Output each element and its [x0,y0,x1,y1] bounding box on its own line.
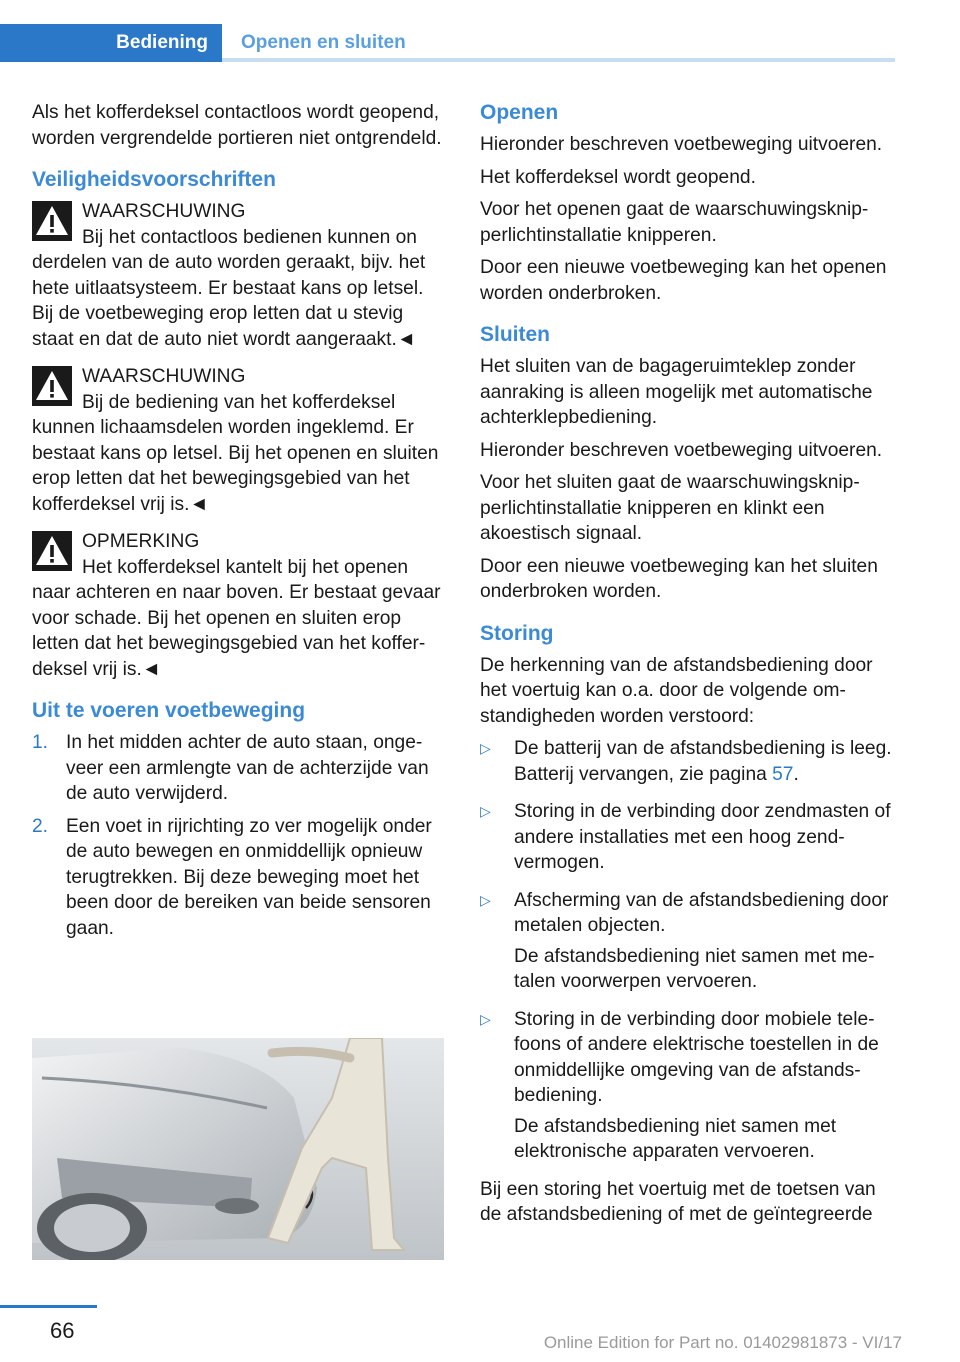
paragraph: De herkenning van de afstandsbediening door het voertuig kan o.a. door de volgende omstandigheden worden verstoord: [480,654,873,727]
heading-close: Sluiten [480,323,551,346]
warning-title: WAARSCHUWING [82,366,246,387]
paragraph: Voor het openen gaat de waarschuwingsknipperlichtinstallatie knipperen. [480,199,869,246]
heading-fault: Storing [480,621,554,645]
bullet-note: De afstandsbediening niet samen met metalen voorwerpen vervoeren. [514,945,875,992]
warning-text-cont: kunnen lichaamsdelen worden ingeklemd. Er bestaat kans op letsel. Bij het openen en sluiten erop letten dat het bewegingsgebied van het kofferdeksel vrij is.◄ [32,417,439,515]
warning-title: WAARSCHUWING [82,201,246,222]
step-number: 1. [32,732,49,753]
list-item [480,888,898,1000]
warning-text: Bij het contactloos bedienen kunnen on [82,226,417,248]
warning-triangle-icon [32,366,72,406]
heading-open: Openen [480,101,559,124]
right-column [480,100,898,1235]
footer-accent-line [0,1305,97,1308]
page-number: 66 [50,1318,75,1343]
warning-text-cont: derdelen van de auto worden geraakt, bijv. het hete uitlaatsysteem. Er bestaat kans op letsel. Bij de voetbeweging erop letten dat u stevig staat en dat de auto niet wordt aangeraakt.◄ [32,252,426,350]
header-tabs [0,24,895,62]
bullet-text: Storing in de verbinding door mobiele telefoons of andere elektrische toestellen in de onmiddellijke omgeving van de afstandsbediening. [514,1008,879,1106]
list-item [32,730,448,807]
illustration-car-foot-gesture [32,1038,444,1260]
steps-list [32,730,448,941]
paragraph: Hieronder beschreven voetbeweging uitvoeren. [480,439,883,461]
step-text: In het midden achter de auto staan, ongeveer een armlengte van de achterzijde van de auto verwijderd. [66,732,429,804]
warning-triangle-icon [32,531,72,571]
page-link[interactable]: 57 [772,763,794,785]
bullet-text-end: . [793,763,799,785]
notice-text: Het kofferdeksel kantelt bij het openen [82,556,409,578]
heading-foot-motion: Uit te voeren voetbeweging [32,699,306,722]
warning-triangle-icon [32,201,72,241]
warning-block [32,364,448,517]
paragraph: Het kofferdeksel wordt geopend. [480,166,756,188]
tab-bediening[interactable]: Bediening [0,24,222,62]
warning-block [32,199,448,352]
left-column [32,100,448,948]
list-item [480,736,898,792]
paragraph: Voor het sluiten gaat de waarschuwingsknipperlichtinstallatie knipperen en klinkt een akoestisch signaal. [480,472,860,544]
notice-text-cont: naar achteren en naar boven. Er bestaat gevaar voor schade. Bij het openen en sluiten erop letten dat het bewegingsgebied van het kofferdeksel vrij is.◄ [32,582,441,680]
step-number: 2. [32,815,49,837]
paragraph: Hieronder beschreven voetbeweging uitvoeren. [480,134,883,155]
heading-safety: Veiligheidsvoorschriften [32,168,276,191]
paragraph: Door een nieuwe voetbeweging kan het sluiten onderbroken worden. [480,555,878,602]
paragraph: Bij een storing het voertuig met de toetsen van de afstandsbediening of met de geïntegreerde [480,1178,876,1225]
warning-text: Bij de bediening van het kofferdeksel [82,391,396,413]
tab-openen-en-sluiten[interactable]: Openen en sluiten [241,32,406,53]
list-item [480,1007,898,1170]
intro-paragraph: Als het kofferdeksel contactloos wordt geopend, worden vergrendelde portieren niet ontgrendeld. [32,102,442,149]
paragraph: Door een nieuwe voetbeweging kan het openen worden onderbroken. [480,257,887,304]
car-rear-illustration [32,1038,444,1260]
notice-block [32,529,448,682]
bullet-note: De afstandsbediening niet samen met elektronische apparaten vervoeren. [514,1115,837,1162]
bullet-text: Storing in de verbinding door zendmasten of andere installaties met een hoog zendvermogen. [514,801,891,873]
list-item [32,814,448,942]
bullet-arrow-icon: ▷ [480,740,491,756]
bullet-text: De batterij van de afstandsbediening is leeg. Batterij vervangen, zie pagina [514,738,892,785]
tab-underline [222,58,895,62]
edition-note: Online Edition for Part no. 01402981873 - VI/17 [543,1333,902,1352]
paragraph: Het sluiten van de bagageruimteklep zonder aanraking is alleen mogelijk met automatische achterklepbediening. [480,356,873,428]
step-text: Een voet in rijrichting zo ver mogelijk onder de auto bewegen en onmiddellijk opnieuw terugtrekken. Bij deze beweging moet het been door de bereiken van beide sensoren gaan. [66,815,432,939]
notice-title: OPMERKING [82,531,200,552]
bullet-arrow-icon: ▷ [480,803,491,819]
bullet-arrow-icon: ▷ [480,891,491,908]
list-item [480,799,898,881]
bullet-text: Afscherming van de afstandsbediening door metalen objecten. [514,889,889,936]
bullet-arrow-icon: ▷ [480,1010,491,1027]
fault-list [480,736,898,1170]
